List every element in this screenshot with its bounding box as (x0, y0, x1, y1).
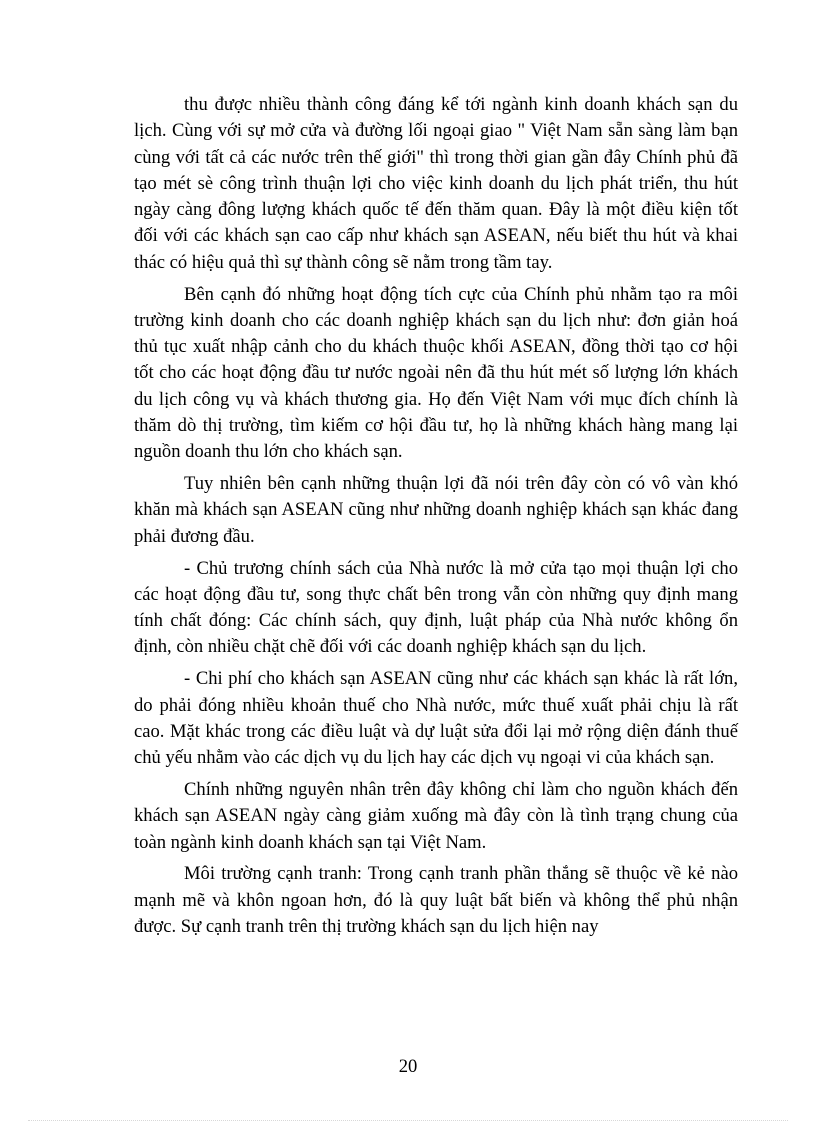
page-bottom-divider (28, 1120, 788, 1121)
paragraph-5: - Chi phí cho khách sạn ASEAN cũng như các khách sạn khác là rất lớn, do phải đóng nhiều khoản thuế cho Nhà nước, mức thuế xuất phải chịu là rất cao. Mặt khác trong các điều luật và dự luật sửa đổi lại mở rộng diện đánh thuế chủ yếu nhằm vào các dịch vụ du lịch hay các dịch vụ ngoại vi của khách sạn. (134, 668, 738, 769)
paragraph-7: Môi trường cạnh tranh: Trong cạnh tranh phần thắng sẽ thuộc về kẻ nào mạnh mẽ và khôn ngoan hơn, đó là quy luật bất biến và không thể phủ nhận được. Sự cạnh tranh trên thị trường khách sạn du lịch hiện nay (134, 863, 738, 937)
page-number: 20 (398, 1056, 418, 1077)
paragraph-4: - Chủ trương chính sách của Nhà nước là mở cửa tạo mọi thuận lợi cho các hoạt động đầu tư, song thực chất bên trong vẫn còn những quy định mang tính chất đóng: Các chính sách, quy định, luật pháp của Nhà nước không ổn định, còn nhiều chặt chẽ đối với các doanh nghiệp khách sạn du lịch. (134, 557, 738, 658)
paragraph-2: Bên cạnh đó những hoạt động tích cực của Chính phủ nhằm tạo ra môi trường kinh doanh cho các doanh nghiệp khách sạn du lịch như: đơn giản hoá thủ tục xuất nhập cảnh cho du khách thuộc khối ASEAN, đồng thời tạo cơ hội tốt cho các hoạt động đầu tư nước ngoài nên đã thu hút mét số lượng lớn khách du lịch công vụ và khách thương gia. Họ đến Việt Nam với mục đích chính là thăm dò thị trường, tìm kiếm cơ hội đầu tư, họ là những khách hàng mang lại nguồn doanh thu lớn cho khách sạn. (134, 283, 738, 463)
paragraph-6: Chính những nguyên nhân trên đây không chỉ làm cho nguồn khách đến khách sạn ASEAN ngày càng giảm xuống mà đây còn là tình trạng chung của toàn ngành kinh doanh khách sạn tại Việt Nam. (134, 778, 738, 853)
paragraph-3: Tuy nhiên bên cạnh những thuận lợi đã nói trên đây còn có vô vàn khó khăn mà khách sạn ASEAN cũng như những doanh nghiệp khách sạn khác đang phải đương đầu. (134, 473, 738, 547)
body-text (134, 92, 738, 946)
paragraph-1: thu được nhiều thành công đáng kể tới ngành kinh doanh khách sạn du lịch. Cùng với sự mở cửa và đường lối ngoại giao " Việt Nam sẵn sàng làm bạn cùng với tất cả các nước trên thế giới" thì trong thời gian gần đây Chính phủ đã tạo mét sè công trình thuận lợi cho việc kinh doanh du lịch phát triển, thu hút ngày càng đông lượng khách quốc tế đến thăm quan. Đây là một điều kiện tốt đối với các khách sạn cao cấp như khách sạn ASEAN, nếu biết thu hút và khai thác có hiệu quả thì sự thành công sẽ nằm trong tầm tay. (134, 94, 738, 273)
